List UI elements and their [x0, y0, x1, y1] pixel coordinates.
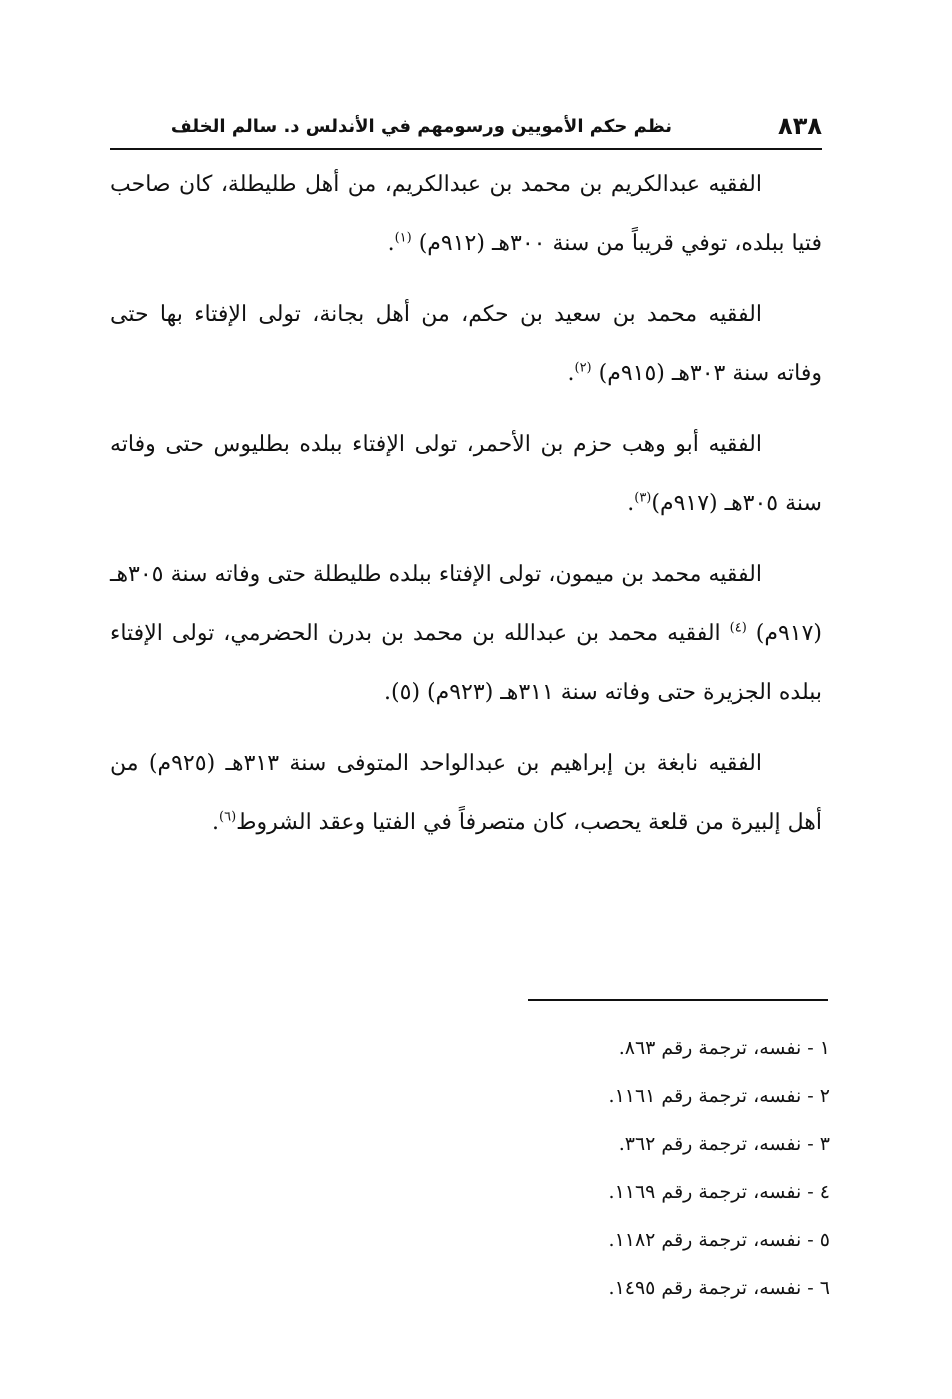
- footnote-item: ٥ - نفسه، ترجمة رقم ١١٨٢.: [608, 1229, 830, 1251]
- footnote-ref: (٢): [574, 360, 592, 376]
- paragraph: [110, 545, 822, 722]
- footnote-separator: [528, 999, 828, 1001]
- paragraph-text: الفقيه محمد بن ميمون، تولى الإفتاء ببلده طليطلة حتى وفاته سنة ٣٠٥هـ (٩١٧م): [110, 562, 822, 646]
- paragraph-end: .: [567, 361, 575, 386]
- footnote-item: ١ - نفسه، ترجمة رقم ٨٦٣.: [618, 1037, 830, 1059]
- paragraph-end: الفقيه محمد بن عبدالله بن محمد بن بدرن الحضرمي، تولى الإفتاء ببلده الجزيرة حتى وفاته سنة ٣١١هـ (٩٢٣م) (٥).: [110, 621, 822, 705]
- paragraph-end: .: [212, 810, 219, 835]
- paragraph-text: الفقيه نابغة بن إبراهيم بن عبدالواحد المتوفى سنة ٣١٣هـ (٩٢٥م) من أهل إلبيرة من قلعة يحصب، كان متصرفاً في الفتيا وعقد الشروط: [110, 751, 822, 835]
- footnote-ref: (٣): [634, 490, 652, 506]
- paragraph: [110, 415, 822, 533]
- running-title: نظم حكم الأمويين ورسومهم في الأندلس د. سالم الخلف: [170, 116, 672, 137]
- paragraph-end: .: [627, 491, 635, 516]
- paragraph-text: الفقيه محمد بن سعيد بن حكم، من أهل بجانة، تولى الإفتاء بها حتى وفاته سنة ٣٠٣هـ (٩١٥م): [110, 302, 822, 386]
- paragraph: [110, 155, 822, 273]
- paragraph-text: الفقيه أبو وهب حزم بن الأحمر، تولى الإفتاء ببلده بطليوس حتى وفاته سنة ٣٠٥هـ (٩١٧م): [110, 432, 822, 516]
- paragraph-text: الفقيه عبدالكريم بن محمد بن عبدالكريم، من أهل طليطلة، كان صاحب فتيا ببلده، توفي قريباً من سنة ٣٠٠هـ (٩١٢م): [110, 172, 822, 256]
- footnote-item: ٢ - نفسه، ترجمة رقم ١١٦١.: [608, 1085, 830, 1107]
- footnote-ref: (٤): [729, 620, 747, 636]
- footnote-ref: (٦): [219, 809, 237, 825]
- footnote-item: ٤ - نفسه، ترجمة رقم ١١٦٩.: [608, 1181, 830, 1203]
- page-header: [110, 112, 822, 150]
- main-text: [110, 155, 822, 864]
- footnote-item: ٦ - نفسه، ترجمة رقم ١٤٩٥.: [608, 1277, 830, 1299]
- footnote-ref: (١): [394, 230, 412, 246]
- page-number: ٨٣٨: [778, 112, 822, 140]
- paragraph: [110, 734, 822, 852]
- paragraph-end: .: [387, 231, 395, 256]
- paragraph: [110, 285, 822, 403]
- footnotes: [480, 1024, 830, 1312]
- footnote-item: ٣ - نفسه، ترجمة رقم ٣٦٢.: [618, 1133, 830, 1155]
